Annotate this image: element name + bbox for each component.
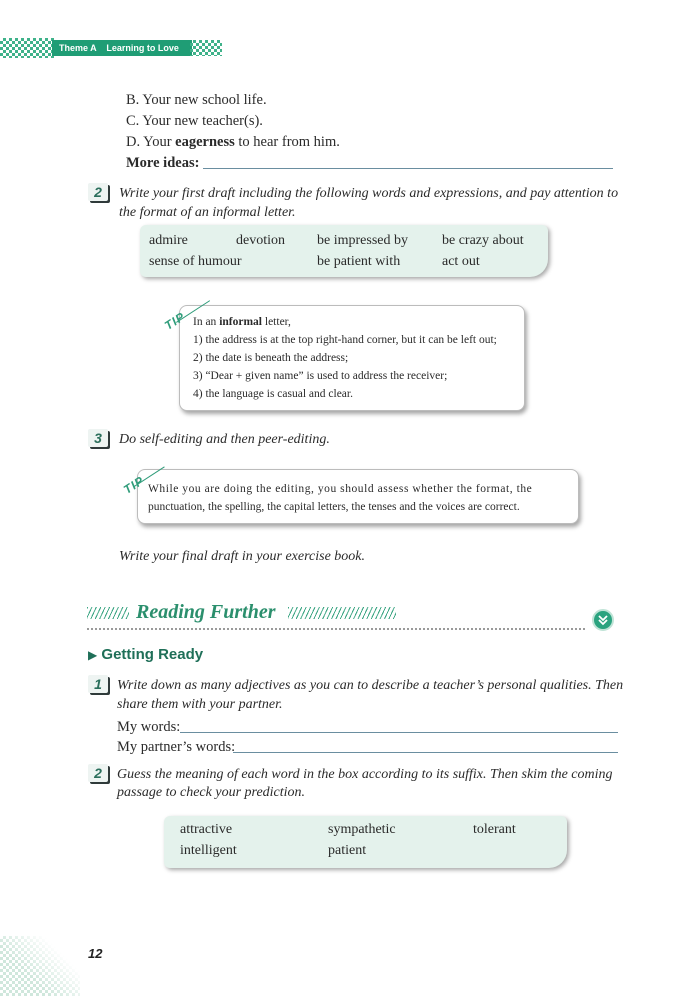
tip-box [179, 305, 525, 411]
header-pattern-right [190, 40, 222, 56]
page-number: 12 [88, 946, 103, 961]
triangle-icon: ▶ [88, 648, 98, 662]
tip-intro: In an informal letter, [193, 316, 291, 328]
word-item: act out [442, 254, 480, 269]
option-b: B. Your new school life. [126, 92, 267, 108]
option-c: C. Your new teacher(s). [126, 113, 263, 129]
task-number-badge: 2 [88, 183, 108, 201]
chevron-down-icon[interactable] [592, 609, 614, 631]
tip-label: TIP [162, 309, 188, 333]
header-pattern [0, 38, 56, 58]
hatch-decoration [288, 607, 396, 619]
tip-box [137, 469, 579, 524]
word-item: sympathetic [328, 822, 396, 837]
word-item: be patient with [317, 254, 401, 269]
word-item: sense of humour [149, 254, 242, 269]
word-item: be crazy about [442, 233, 524, 248]
tip-item: 4) the language is casual and clear. [193, 388, 353, 400]
rf-task1-instruction-line2: share them with your partner. [117, 697, 283, 712]
option-d: D. Your eagerness to hear from him. [126, 134, 340, 150]
partner-words-line[interactable] [233, 752, 618, 753]
task-number-badge: 1 [88, 675, 108, 693]
partner-words-label: My partner’s words: [117, 739, 236, 755]
word-item: attractive [180, 822, 233, 837]
tip-item: 2) the date is beneath the address; [193, 352, 349, 364]
tip-text-line1: While you are doing the editing, you should assess whether the format, the [148, 483, 533, 495]
hatch-decoration [87, 607, 129, 619]
rf-task1-instruction-line1: Write down as many adjectives as you can to describe a teacher’s personal qualities. Then [117, 678, 624, 693]
word-item: be impressed by [317, 233, 408, 248]
word-box [140, 225, 548, 277]
word-item: patient [328, 843, 367, 858]
section-title: Reading Further [136, 601, 276, 623]
task2-instruction-line1: Write your first draft including the following words and expressions, and pay attention to [119, 186, 619, 201]
task-number-badge: 3 [88, 429, 108, 447]
section-divider [87, 628, 585, 630]
tip-text-line2: punctuation, the spelling, the capital letters, the tenses and the voices are correct. [148, 501, 520, 513]
task3-instruction: Do self-editing and then peer-editing. [119, 432, 330, 447]
my-words-label: My words: [117, 719, 181, 735]
tip-item: 1) the address is at the top right-hand corner, but it can be left out; [193, 334, 497, 346]
final-draft-instruction: Write your final draft in your exercise book. [119, 549, 365, 564]
tip-label: TIP [121, 473, 147, 497]
rf-task2-instruction-line2: passage to check your prediction. [117, 785, 306, 800]
word-item: admire [149, 233, 188, 248]
corner-pattern [0, 936, 80, 996]
more-ideas-line[interactable] [203, 168, 613, 169]
more-ideas-label: More ideas: [126, 155, 200, 171]
my-words-line[interactable] [180, 732, 618, 733]
word-item: intelligent [180, 843, 237, 858]
task2-instruction-line2: the format of an informal letter. [119, 205, 296, 220]
tip-item: 3) “Dear + given name” is used to address the receiver; [193, 370, 448, 382]
getting-ready-heading: ▶ Getting Ready [88, 646, 204, 663]
task-number-badge: 2 [88, 764, 108, 782]
word-item: tolerant [473, 822, 516, 837]
word-item: devotion [236, 233, 285, 248]
word-box [164, 816, 567, 868]
rf-task2-instruction-line1: Guess the meaning of each word in the box according to its suffix. Then skim the coming [117, 767, 613, 782]
theme-header: Theme A Learning to Love [52, 40, 192, 56]
